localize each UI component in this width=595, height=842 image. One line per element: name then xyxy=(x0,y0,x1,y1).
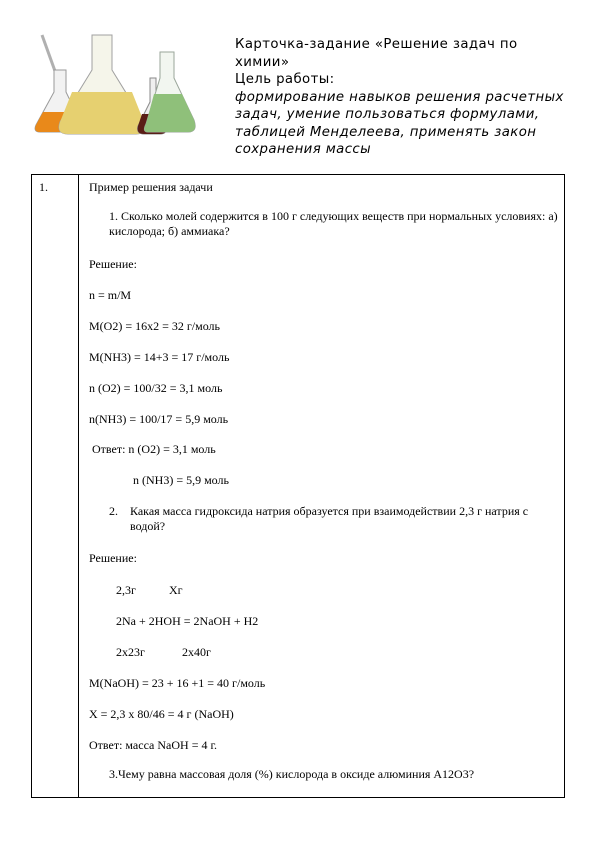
row-number: 1. xyxy=(39,180,48,194)
task-1: 1. Сколько молей содержится в 100 г следующих веществ при нормальных условиях: а) кислорода; б) аммиака? xyxy=(109,209,558,238)
task-2: Какая масса гидроксида натрия образуется при взаимодействии 2,3 г натрия с водой? xyxy=(130,504,529,533)
goal-text: формирование навыков решения расчетных задач, умение пользоваться формулами, таблицей Менделеева, применять закон сохранения массы xyxy=(235,89,564,157)
solution-2-label: Решение: xyxy=(89,551,137,565)
lab-flasks-illustration xyxy=(32,30,202,140)
formula-n: n = m/M xyxy=(89,288,132,302)
card-title xyxy=(235,36,580,71)
formula-n-o2: n (O2) = 100/32 = 3,1 моль xyxy=(89,381,223,395)
card-title-line-2: химии» xyxy=(235,54,290,70)
example-title: Пример решения задачи xyxy=(89,180,213,194)
formula-n-nh3: n(NH3) = 100/17 = 5,9 моль xyxy=(89,412,229,426)
answer-2: Ответ: масса NaOH = 4 г. xyxy=(89,738,218,752)
column-divider xyxy=(78,175,79,797)
task-table xyxy=(31,174,565,798)
goal-label: Цель работы: xyxy=(235,72,335,87)
formula-m-naoh: M(NaOH) = 23 + 16 +1 = 40 г/моль xyxy=(89,676,266,690)
reaction-equation: 2Na + 2HOH = 2NaOH + H2 xyxy=(116,614,259,628)
formula-m-nh3: M(NH3) = 14+3 = 17 г/моль xyxy=(89,350,230,364)
equation-top-na: 2,3г xyxy=(116,583,136,597)
formula-x: Х = 2,3 х 80/46 = 4 г (NaOH) xyxy=(89,707,234,721)
task-2-number: 2. xyxy=(109,504,118,518)
card-title-line-1: Карточка-задание «Решение задач по xyxy=(235,37,518,52)
card-header xyxy=(235,36,580,159)
answer-1b: n (NH3) = 5,9 моль xyxy=(133,473,229,487)
solution-1-label: Решение: xyxy=(89,257,137,271)
equation-top-x: Хг xyxy=(169,583,183,597)
answer-1a: Ответ: n (O2) = 3,1 моль xyxy=(92,442,216,456)
task-3: 3.Чему равна массовая доля (%) кислорода в оксиде алюминия А12О3? xyxy=(109,767,475,781)
equation-bottom-na: 2х23г xyxy=(116,645,145,659)
equation-bottom-naoh: 2х40г xyxy=(182,645,211,659)
formula-m-o2: M(O2) = 16x2 = 32 г/моль xyxy=(89,319,221,333)
